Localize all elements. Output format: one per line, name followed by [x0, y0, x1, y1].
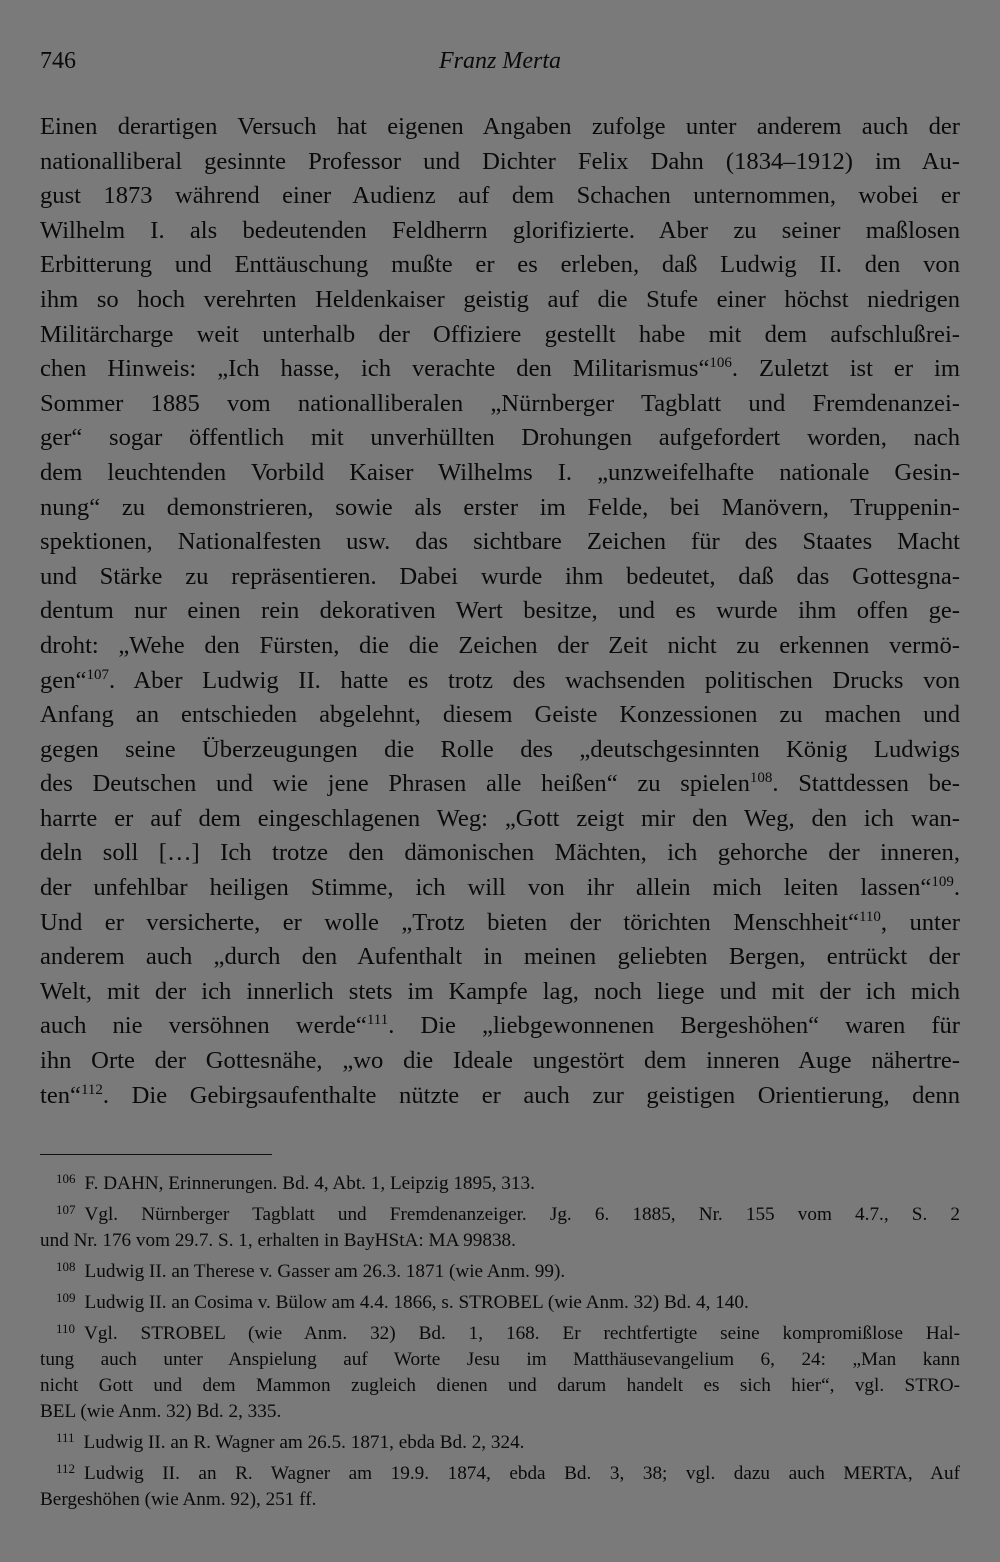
text-line: harrte er auf dem eingeschlagenen Weg: „Gott zeigt mir den Weg, den ich wan-	[40, 804, 960, 832]
footnote-line	[40, 1316, 960, 1347]
text-line	[40, 1009, 960, 1044]
text-line	[40, 767, 960, 802]
footnotes	[40, 1166, 960, 1513]
text-line: nung“ zu demonstrieren, sowie als erster im Felde, bei Manövern, Truppenin-	[40, 493, 960, 521]
text-segment: ten“	[40, 1081, 81, 1109]
footnote-number: 111	[56, 1430, 75, 1445]
footnote-line: nicht Gott und dem Mammon zugleich dienen und darum handelt es sich hier“, vgl. STRO-	[40, 1375, 960, 1396]
text-segment: des Deutschen und wie jene Phrasen alle heißen“ zu spielen	[40, 770, 750, 798]
text-line: anderem auch „durch den Aufenthalt in meinen geliebten Bergen, entrückt der	[40, 943, 960, 971]
footnote-line	[40, 1254, 960, 1285]
text-line	[40, 871, 960, 906]
footnote-line	[40, 1285, 960, 1316]
text-line	[40, 1079, 960, 1114]
footnote-number: 107	[56, 1202, 76, 1217]
text-segment: . Die „liebgewonnenen Bergeshöhen“ waren für	[388, 1012, 960, 1040]
text-line: deln soll […] Ich trotze den dämonischen Mächten, ich gehorche der inneren,	[40, 839, 960, 867]
text-line: gust 1873 während einer Audienz auf dem Schachen unternommen, wobei er	[40, 182, 960, 210]
body-text	[40, 110, 960, 1113]
footnote	[40, 1254, 960, 1285]
text-segment: . Aber Ludwig II. hatte es trotz des wachsenden politischen Drucks von	[108, 666, 960, 694]
text-line: Militärcharge weit unterhalb der Offiziere gestellt habe mit dem aufschlußrei-	[40, 320, 960, 348]
text-line: gegen seine Überzeugungen die Rolle des „deutschgesinnten König Ludwigs	[40, 735, 960, 763]
footnote	[40, 1197, 960, 1254]
footnote-number: 106	[56, 1171, 76, 1186]
text-line	[40, 352, 960, 387]
text-segment: chen Hinweis: „Ich hasse, ich verachte den Militarismus“	[40, 355, 710, 383]
footnote-ref[interactable]: 108	[749, 770, 773, 787]
text-line: und Stärke zu repräsentieren. Dabei wurde ihm bedeutet, daß das Gottesgna-	[40, 562, 960, 590]
footnote-text: Ludwig II. an R. Wagner am 26.5. 1871, ebda Bd. 2, 324.	[83, 1432, 525, 1453]
text-segment: gen“	[40, 666, 87, 694]
text-line: Wilhelm I. als bedeutenden Feldherrn glorifizierte. Aber zu seiner maßlosen	[40, 216, 960, 244]
text-line: droht: „Wehe den Fürsten, die die Zeichen der Zeit nicht zu erkennen vermö-	[40, 631, 960, 659]
text-line: dem leuchtenden Vorbild Kaiser Wilhelms I. „unzweifelhafte nationale Gesin-	[40, 458, 960, 486]
footnote-line	[40, 1456, 960, 1487]
text-line: Anfang an entschieden abgelehnt, diesem Geiste Konzessionen zu machen und	[40, 701, 960, 729]
text-line: ihm so hoch verehrten Heldenkaiser geistig auf die Stufe einer höchst niedrigen	[40, 285, 960, 313]
page-header	[40, 48, 960, 84]
text-line: Erbitterung und Enttäuschung mußte er es erleben, daß Ludwig II. den von	[40, 251, 960, 279]
text-segment: der unfehlbar heiligen Stimme, ich will von ihr allein mich leiten lassen“	[40, 874, 932, 902]
text-segment: . Die Gebirgsaufenthalte nützte er auch zur geistigen Orientierung, denn	[102, 1081, 960, 1109]
footnote-line	[40, 1197, 960, 1228]
footnote-ref[interactable]: 111	[366, 1012, 389, 1029]
text-line: dentum nur einen rein dekorativen Wert besitze, und es wurde ihm offen ge-	[40, 597, 960, 625]
footnote-ref[interactable]: 110	[858, 908, 881, 925]
text-segment: . Stattdessen be-	[772, 770, 960, 798]
footnote	[40, 1456, 960, 1513]
footnote	[40, 1166, 960, 1197]
text-segment: Und er versicherte, er wolle „Trotz bieten der törichten Menschheit“	[40, 908, 859, 936]
footnote-line: Bergeshöhen (wie Anm. 92), 251 ff.	[40, 1489, 317, 1510]
text-segment: , unter	[880, 908, 960, 936]
text-line	[40, 664, 960, 699]
footnote	[40, 1316, 960, 1425]
footnote-ref[interactable]: 106	[709, 355, 732, 372]
footnote-number: 112	[56, 1461, 76, 1476]
footnote-line: tung auch unter Anspielung auf Worte Jesu im Matthäusevangelium 6, 24: „Man kann	[40, 1349, 960, 1370]
page-number: 746	[40, 48, 76, 74]
text-segment: . Zuletzt ist er im	[731, 355, 960, 383]
text-line: Welt, mit der ich innerlich stets im Kampfe lag, noch liege und mit der ich mich	[40, 977, 960, 1005]
footnote-line: BEL (wie Anm. 32) Bd. 2, 335.	[40, 1401, 282, 1422]
text-line	[40, 906, 960, 941]
footnote-text: F. DAHN, Erinnerungen. Bd. 4, Abt. 1, Leipzig 1895, 313.	[84, 1173, 535, 1194]
footnote-text: Vgl. Nürnberger Tagblatt und Fremdenanzeiger. Jg. 6. 1885, Nr. 155 vom 4.7., S. 2	[84, 1204, 960, 1225]
text-segment: auch nie versöhnen werde“	[40, 1012, 367, 1040]
text-line: Sommer 1885 vom nationalliberalen „Nürnberger Tagblatt und Fremdenanzei-	[40, 389, 960, 417]
text-line: nationalliberal gesinnte Professor und Dichter Felix Dahn (1834–1912) im Au-	[40, 147, 960, 175]
footnote-text: Ludwig II. an Cosima v. Bülow am 4.4. 1866, s. STROBEL (wie Anm. 32) Bd. 4, 140.	[84, 1292, 749, 1313]
footnote-divider	[40, 1154, 272, 1155]
footnote-number: 110	[56, 1321, 76, 1336]
footnote-text: Ludwig II. an Therese v. Gasser am 26.3. 1871 (wie Anm. 99).	[84, 1261, 566, 1282]
footnote-line: und Nr. 176 vom 29.7. S. 1, erhalten in BayHStA: MA 99838.	[40, 1230, 516, 1251]
text-line: ger“ sogar öffentlich mit unverhüllten Drohungen aufgefordert worden, nach	[40, 424, 960, 452]
footnote	[40, 1425, 960, 1456]
footnote-number: 109	[56, 1290, 76, 1305]
text-line: ihn Orte der Gottesnähe, „wo die Ideale ungestört dem inneren Auge nähertre-	[40, 1047, 960, 1075]
footnote-text: Vgl. STROBEL (wie Anm. 32) Bd. 1, 168. Er rechtfertigte seine kompromißlose Hal-	[84, 1323, 960, 1344]
text-line: Einen derartigen Versuch hat eigenen Angaben zufolge unter anderem auch der	[40, 113, 960, 140]
footnote-ref[interactable]: 112	[80, 1081, 103, 1098]
footnote	[40, 1285, 960, 1316]
footnote-ref[interactable]: 109	[931, 874, 954, 891]
footnote-line	[40, 1166, 960, 1197]
running-head: Franz Merta	[439, 48, 561, 74]
text-line: spektionen, Nationalfesten usw. das sichtbare Zeichen für des Staates Macht	[40, 528, 960, 556]
footnote-ref[interactable]: 107	[86, 666, 109, 683]
footnote-text: Ludwig II. an R. Wagner am 19.9. 1874, ebda Bd. 3, 38; vgl. dazu auch MERTA, Auf	[84, 1463, 960, 1484]
text-segment: .	[953, 874, 960, 902]
footnote-number: 108	[56, 1259, 76, 1274]
footnote-line	[40, 1425, 960, 1456]
